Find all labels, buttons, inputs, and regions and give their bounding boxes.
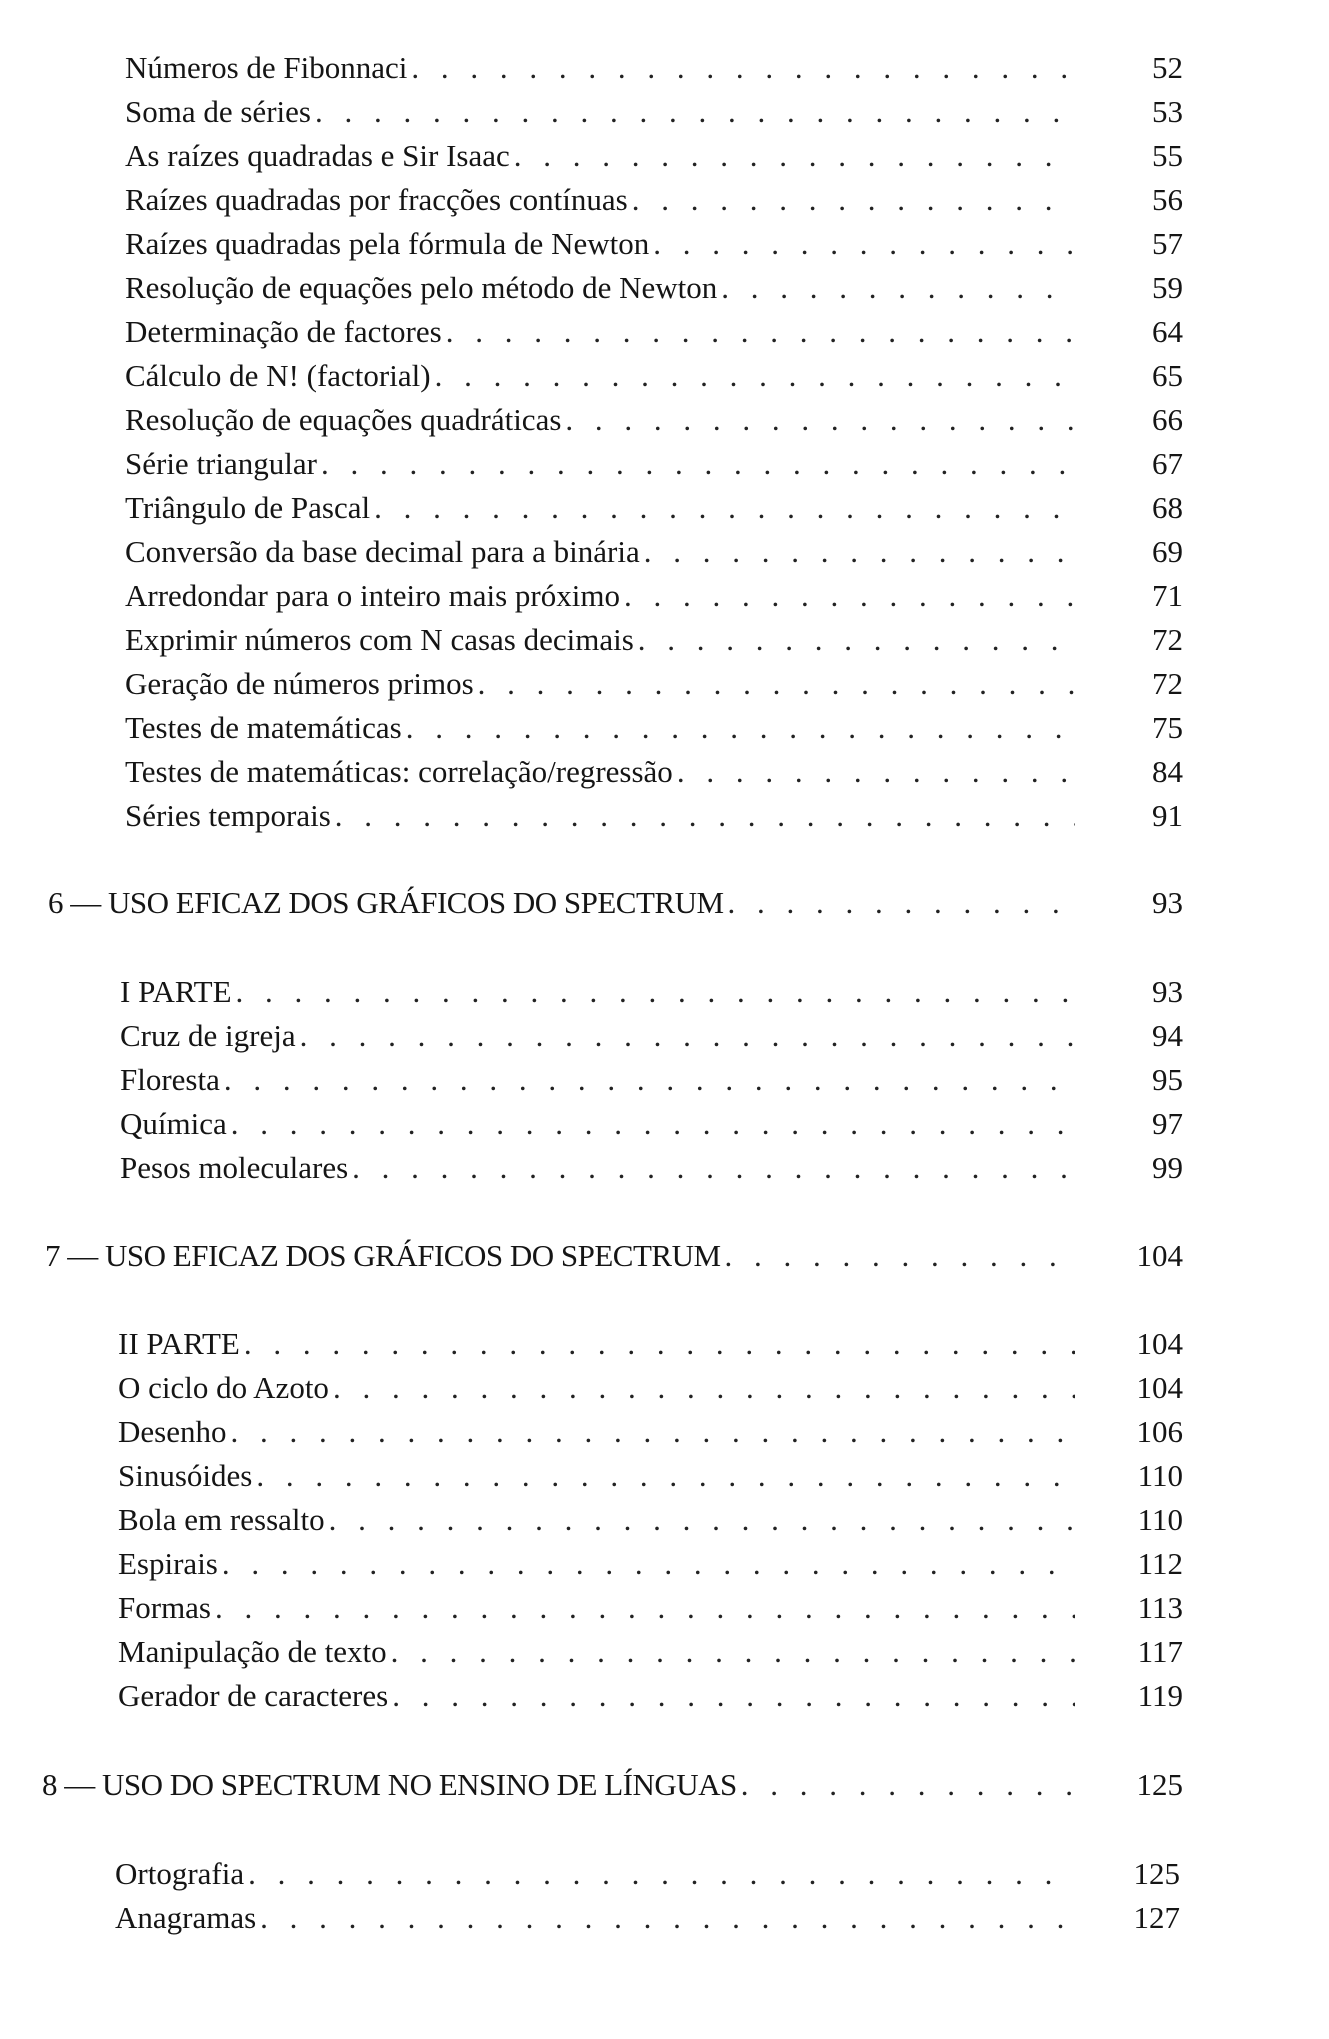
toc-entry [118,1630,1075,1674]
chapter-heading [45,1234,1075,1278]
entry-title: Bola em ressalto [118,1502,325,1537]
dot-leader [220,1058,1075,1102]
entry-title: Determinação de factores [125,314,442,349]
dot-leader [244,1852,1075,1896]
chapter-page-number: 104 [1136,1238,1183,1273]
entry-page-number: 59 [1152,270,1183,305]
toc-entry [120,1014,1075,1058]
entry-title: Desenho [118,1414,227,1449]
dot-leader [442,310,1075,354]
dot-leader [311,90,1075,134]
chapter-page-number: 125 [1136,1767,1183,1802]
toc-entry [115,1896,1075,1940]
toc-entry [125,530,1075,574]
toc-entry [125,750,1075,794]
entry-title: Raízes quadradas por fracções contínuas [125,182,628,217]
entry-page-number: 95 [1152,1062,1183,1097]
entry-title: Testes de matemáticas [125,710,402,745]
entry-page-number: 97 [1152,1106,1183,1141]
entry-page-number: 104 [1136,1370,1183,1405]
dot-leader [252,1454,1075,1498]
dot-leader [325,1498,1075,1542]
toc-entry [120,1146,1075,1190]
entry-title: Pesos moleculares [120,1150,349,1185]
entry-title: Raízes quadradas pela fórmula de Newton [125,226,650,261]
entry-page-number: 104 [1136,1326,1183,1361]
dot-leader [226,1410,1075,1454]
toc-entry [125,46,1075,90]
entry-title: O ciclo do Azoto [118,1370,329,1405]
entry-page-number: 110 [1137,1458,1183,1493]
toc-entry [125,662,1075,706]
toc-entry [125,222,1075,266]
entry-page-number: 75 [1152,710,1183,745]
toc-entry [125,354,1075,398]
toc-entry [125,794,1075,838]
toc-entry [120,1058,1075,1102]
entry-page-number: 71 [1152,578,1183,613]
entry-page-number: 64 [1152,314,1183,349]
dot-leader [717,266,1075,310]
dot-leader [218,1542,1075,1586]
toc-entry [118,1674,1075,1718]
entry-page-number: 55 [1152,138,1183,173]
dot-leader [737,1763,1075,1807]
entry-page-number: 125 [1133,1856,1180,1891]
dot-leader [211,1586,1075,1630]
toc-entry [120,970,1075,1014]
dot-leader [256,1896,1075,1940]
toc-entry [118,1366,1075,1410]
toc-entry [118,1322,1075,1366]
dot-leader [240,1322,1075,1366]
dot-leader [296,1014,1075,1058]
dot-leader [640,530,1075,574]
toc-entry [125,90,1075,134]
entry-page-number: 56 [1152,182,1183,217]
toc-entry [125,486,1075,530]
toc-entry [125,574,1075,618]
toc-entry [125,618,1075,662]
entry-page-number: 110 [1137,1502,1183,1537]
entry-page-number: 68 [1152,490,1183,525]
entry-page-number: 65 [1152,358,1183,393]
entry-title: Geração de números primos [125,666,474,701]
entry-title: Série triangular [125,446,317,481]
entry-page-number: 67 [1152,446,1183,481]
entry-page-number: 53 [1152,94,1183,129]
entry-page-number: 99 [1152,1150,1183,1185]
entry-title: Gerador de caracteres [118,1678,389,1713]
entry-title: Exprimir números com N casas decimais [125,622,634,657]
chapter-heading [48,881,1075,925]
entry-title: Manipulação de texto [118,1634,387,1669]
toc-entry [118,1542,1075,1586]
entry-page-number: 93 [1152,974,1183,1009]
toc-entry [125,310,1075,354]
entry-title: As raízes quadradas e Sir Isaac [125,138,510,173]
dot-leader [407,46,1075,90]
toc-entry [118,1498,1075,1542]
entry-title: II PARTE [118,1326,240,1361]
entry-title: I PARTE [120,974,232,1009]
chapter-title: 7 — USO EFICAZ DOS GRÁFICOS DO SPECTRUM [45,1238,721,1273]
entry-title: Resolução de equações quadráticas [125,402,562,437]
entry-title: Cálculo de N! (factorial) [125,358,431,393]
chapter-title: 8 — USO DO SPECTRUM NO ENSINO DE LÍNGUAS [42,1767,737,1802]
dot-leader [331,794,1075,838]
dot-leader [388,1674,1075,1718]
entry-page-number: 57 [1152,226,1183,261]
dot-leader [317,442,1075,486]
dot-leader [721,1234,1075,1278]
chapter-heading [42,1763,1075,1807]
toc-entry [118,1586,1075,1630]
entry-page-number: 106 [1136,1414,1183,1449]
dot-leader [232,970,1075,1014]
toc-entry [118,1410,1075,1454]
toc-entry [125,178,1075,222]
dot-leader [561,398,1075,442]
entry-page-number: 52 [1152,50,1183,85]
entry-page-number: 127 [1133,1900,1180,1935]
entry-title: Floresta [120,1062,220,1097]
toc-entry [125,442,1075,486]
entry-title: Espirais [118,1546,218,1581]
toc-entry [115,1852,1075,1896]
toc-entry [125,134,1075,178]
entry-page-number: 66 [1152,402,1183,437]
entry-title: Números de Fibonnaci [125,50,408,85]
entry-title: Química [120,1106,227,1141]
entry-page-number: 91 [1152,798,1183,833]
toc-entry [125,266,1075,310]
entry-title: Séries temporais [125,798,331,833]
chapter-page-number: 93 [1152,885,1183,920]
entry-title: Anagramas [115,1900,257,1935]
entry-title: Conversão da base decimal para a binária [125,534,640,569]
entry-title: Resolução de equações pelo método de Newton [125,270,718,305]
dot-leader [649,222,1075,266]
dot-leader [387,1630,1075,1674]
entry-title: Formas [118,1590,211,1625]
entry-page-number: 119 [1137,1678,1183,1713]
dot-leader [628,178,1075,222]
toc-entry [118,1454,1075,1498]
dot-leader [634,618,1075,662]
dot-leader [402,706,1075,750]
entry-page-number: 112 [1137,1546,1183,1581]
entry-page-number: 72 [1152,666,1183,701]
entry-title: Cruz de igreja [120,1018,296,1053]
entry-title: Sinusóides [118,1458,253,1493]
entry-page-number: 72 [1152,622,1183,657]
dot-leader [431,354,1075,398]
entry-page-number: 113 [1137,1590,1183,1625]
dot-leader [329,1366,1075,1410]
entry-page-number: 69 [1152,534,1183,569]
dot-leader [724,881,1075,925]
entry-title: Triângulo de Pascal [125,490,371,525]
dot-leader [348,1146,1075,1190]
dot-leader [474,662,1075,706]
toc-entry [125,398,1075,442]
dot-leader [620,574,1075,618]
entry-title: Soma de séries [125,94,311,129]
toc-entry [125,706,1075,750]
toc-entry [120,1102,1075,1146]
entry-page-number: 94 [1152,1018,1183,1053]
dot-leader [227,1102,1075,1146]
entry-title: Ortografia [115,1856,245,1891]
chapter-title: 6 — USO EFICAZ DOS GRÁFICOS DO SPECTRUM [48,885,724,920]
entry-page-number: 117 [1137,1634,1183,1669]
dot-leader [510,134,1075,178]
entry-title: Testes de matemáticas: correlação/regressão [125,754,673,789]
dot-leader [673,750,1075,794]
entry-title: Arredondar para o inteiro mais próximo [125,578,620,613]
dot-leader [370,486,1075,530]
entry-page-number: 84 [1152,754,1183,789]
